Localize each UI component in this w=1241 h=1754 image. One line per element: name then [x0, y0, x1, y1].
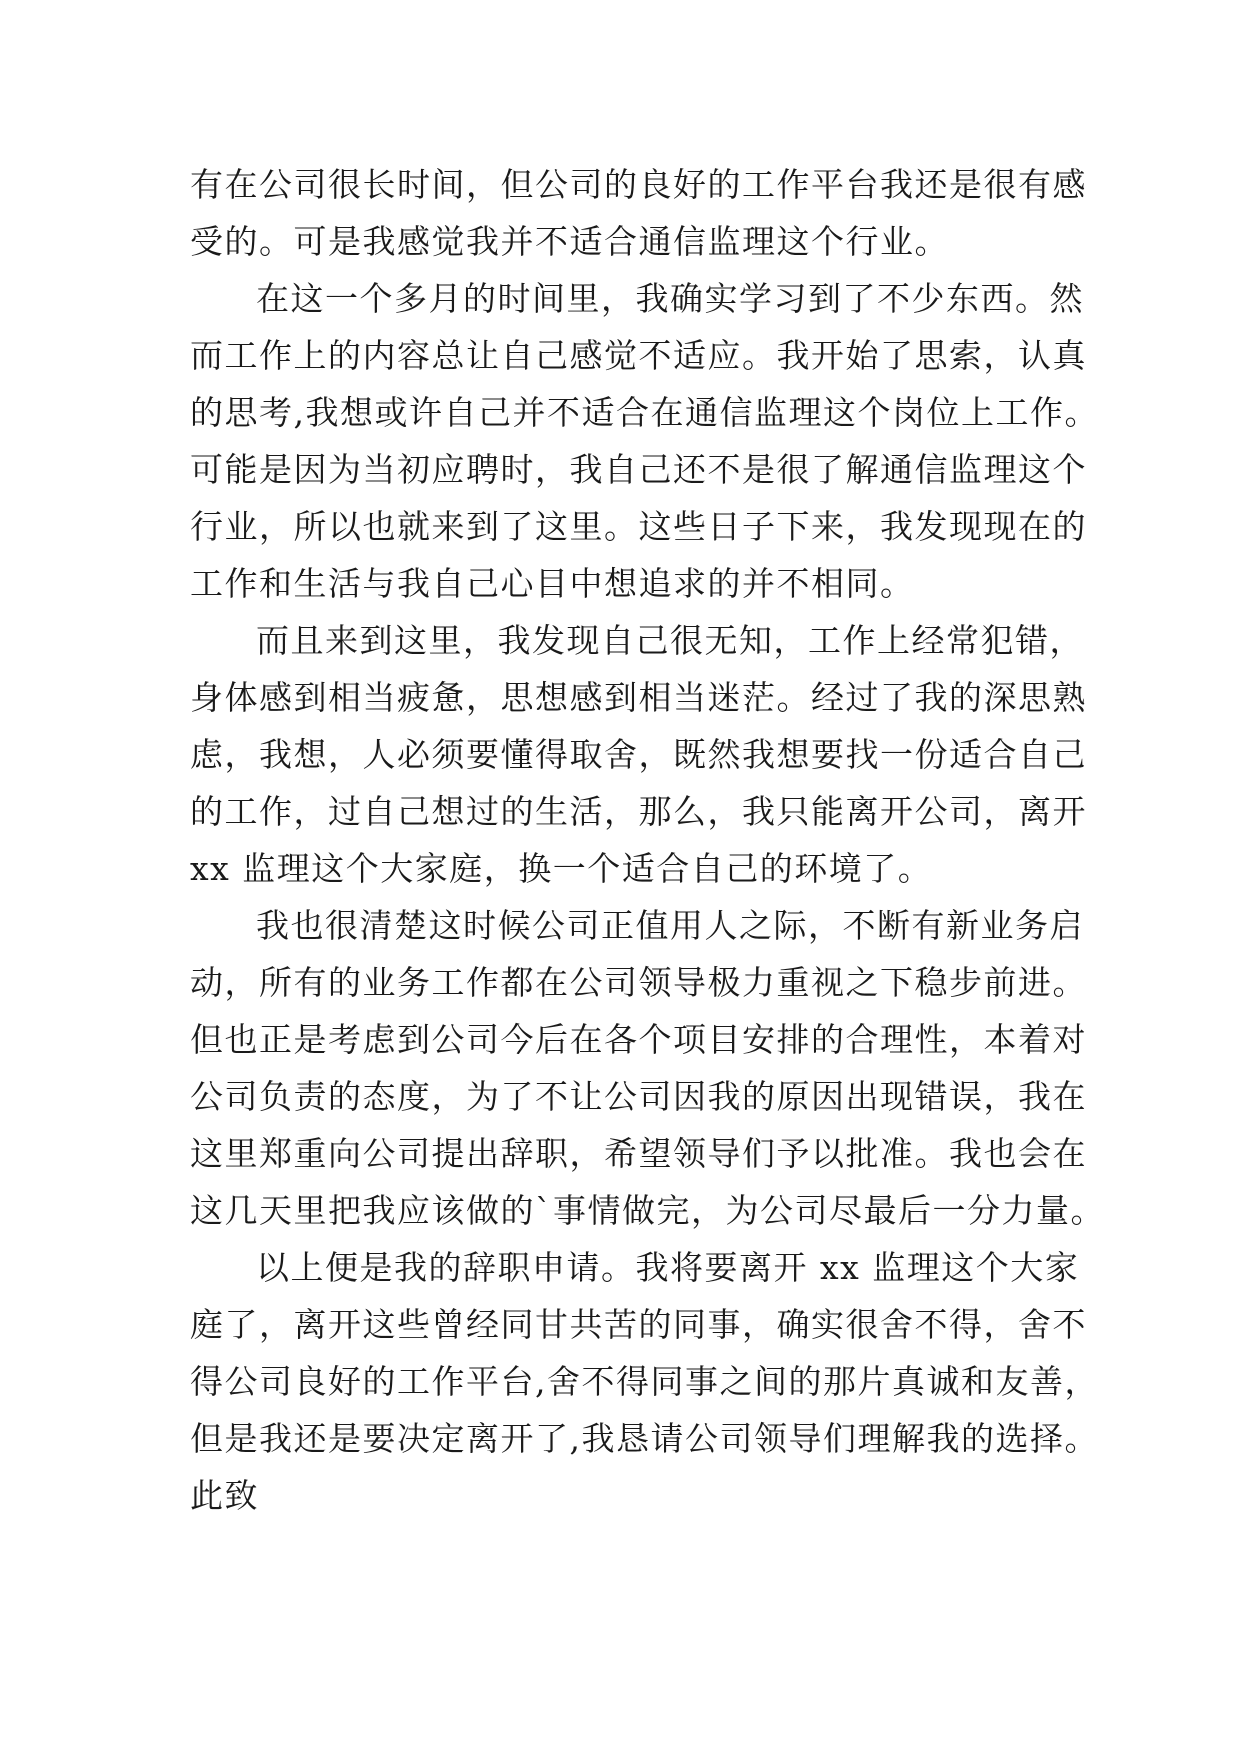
text-line: 动，所有的业务工作都在公司领导极力重视之下稳步前进。 — [190, 963, 1087, 1002]
letter-body — [190, 156, 1105, 1524]
text-line: 但是我还是要决定离开了,我恳请公司领导们理解我的选择。 — [190, 1419, 1099, 1458]
text-line: 得公司良好的工作平台,舍不得同事之间的那片真诚和友善， — [190, 1362, 1099, 1401]
text-line: 的思考,我想或许自己并不适合在通信监理这个岗位上工作。 — [190, 393, 1099, 432]
text-line: 受的。可是我感觉我并不适合通信监理这个行业。 — [190, 222, 949, 261]
text-line: 行业，所以也就来到了这里。这些日子下来，我发现现在的 — [190, 507, 1087, 546]
text-line: 身体感到相当疲惫，思想感到相当迷茫。经过了我的深思熟 — [190, 678, 1087, 717]
text-line: 我也很清楚这时候公司正值用人之际，不断有新业务启 — [256, 906, 1084, 945]
text-line: 公司负责的态度，为了不让公司因我的原因出现错误，我在 — [190, 1077, 1087, 1116]
text-line: 可能是因为当初应聘时，我自己还不是很了解通信监理这个 — [190, 450, 1087, 489]
text-line: 的工作，过自己想过的生活，那么，我只能离开公司，离开 — [190, 792, 1087, 831]
text-line: 有在公司很长时间，但公司的良好的工作平台我还是很有感 — [190, 165, 1087, 204]
text-line: 但也正是考虑到公司今后在各个项目安排的合理性，本着对 — [190, 1020, 1087, 1059]
text-line: 工作和生活与我自己心目中想追求的并不相同。 — [190, 564, 915, 603]
text-line: 这几天里把我应该做的`事情做完，为公司尽最后一分力量。 — [190, 1191, 1105, 1230]
text-line: 以上便是我的辞职申请。我将要离开 xx 监理这个大家 — [256, 1248, 1080, 1287]
text-line: 而且来到这里，我发现自己很无知，工作上经常犯错， — [256, 621, 1084, 660]
text-line: 在这一个多月的时间里，我确实学习到了不少东西。然 — [256, 279, 1084, 318]
text-line: 虑，我想，人必须要懂得取舍，既然我想要找一份适合自己 — [190, 735, 1087, 774]
text-line: 这里郑重向公司提出辞职，希望领导们予以批准。我也会在 — [190, 1134, 1087, 1173]
text-line: 庭了，离开这些曾经同甘共苦的同事，确实很舍不得，舍不 — [190, 1305, 1087, 1344]
text-line: 而工作上的内容总让自己感觉不适应。我开始了思索，认真 — [190, 336, 1087, 375]
closing-salutation: 此致 — [190, 1476, 259, 1515]
text-line: xx 监理这个大家庭，换一个适合自己的环境了。 — [190, 849, 933, 888]
